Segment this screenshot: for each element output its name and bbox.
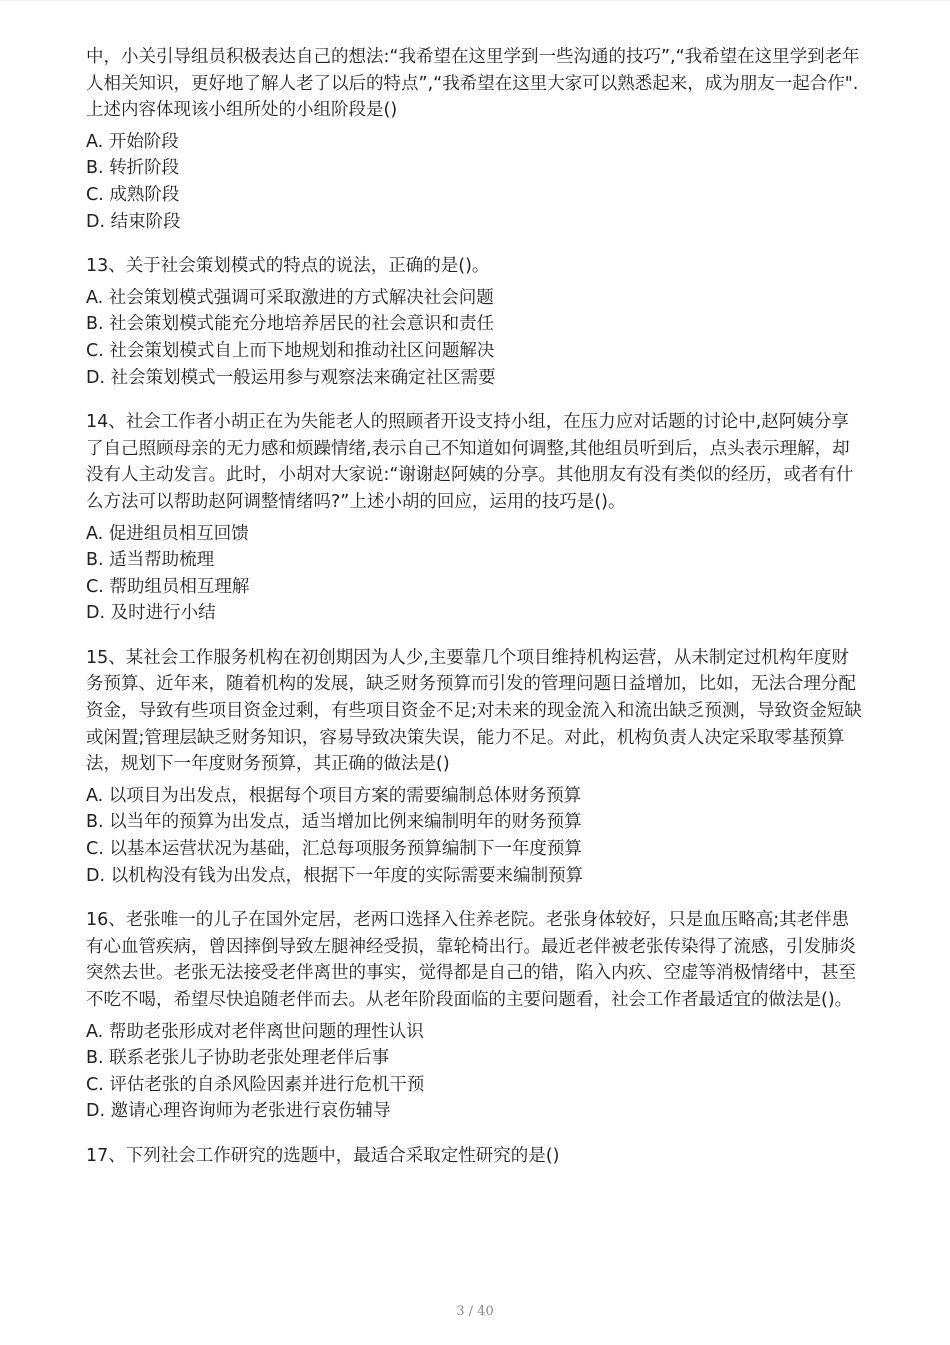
option-a: A. 促进组员相互回馈 [86,523,249,544]
option-d: D. 结束阶段 [86,211,181,232]
option-b: B. 转折阶段 [86,158,180,179]
page-edge [0,0,950,1]
question-block [86,645,866,889]
option-c: C. 评估老张的自杀风险因素并进行危机干预 [86,1074,425,1095]
question-text: 14、社会工作者小胡正在为失能老人的照顾者开设支持小组，在压力应对话题的讨论中,赵阿姨分享了自己照顾母亲的无力感和烦躁情绪,表示自己不知道如何调整,其他组员听到后，点头表示理解，却没有人主动发言。此时，小胡对大家说:“谢谢赵阿姨的分享。其他朋友有没有类似的经历，或者有什么方法可以帮助赵阿调整情绪吗?”上述小胡的回应，运用的技巧是()。 [86,412,854,512]
question-block [86,44,866,235]
question-block [86,253,866,391]
question-text: 中，小关引导组员积极表达自己的想法:“我希望在这里学到一些沟通的技巧”,“我希望在这里学到老年人相关知识，更好地了解人老了以后的特点”,“我希望在这里大家可以熟悉起来，成为朋友一起合作".上述内容体现该小组所处的小组阶段是() [86,47,860,121]
option-c: C. 以基本运营状况为基础，汇总每项服务预算编制下一年度预算 [86,839,582,860]
option-a: A. 帮助老张形成对老伴离世问题的理性认识 [86,1021,424,1042]
option-b: B. 社会策划模式能充分地培养居民的社会意识和责任 [86,314,495,335]
option-c: C. 帮助组员相互理解 [86,576,250,597]
question-text: 13、关于社会策划模式的特点的说法，正确的是()。 [86,256,490,277]
option-b: B. 适当帮助梳理 [86,550,215,571]
question-text: 15、某社会工作服务机构在初创期因为人少,主要靠几个项目维持机构运营，从未制定过机构年度财务预算、近年来，随着机构的发展，缺乏财务预算而引发的管理问题日益增加，比如，无法合理分配资金，导致有些项目资金过剩，有些项目资金不足;对未来的现金流入和流出缺乏预测，导致资金短缺或闲置;管理层缺乏财务知识，容易导致决策失误，能力不足。对此，机构负责人决定采取零基预算法，规划下一年度财务预算，其正确的做法是() [86,647,862,775]
option-b: B. 联系老张儿子协助老张处理老伴后事 [86,1048,390,1069]
option-d: D. 邀请心理咨询师为老张进行哀伤辅导 [86,1101,391,1122]
option-a: A. 社会策划模式强调可采取激进的方式解决社会问题 [86,287,494,308]
option-a: A. 开始阶段 [86,131,179,152]
question-block [86,409,866,627]
question-block [86,1143,866,1170]
option-a: A. 以项目为出发点，根据每个项目方案的需要编制总体财务预算 [86,785,582,806]
option-c: C. 成熟阶段 [86,184,180,205]
question-text: 16、老张唯一的儿子在国外定居，老两口选择入住养老院。老张身体较好，只是血压略高;其老伴患有心血管疾病，曾因摔倒导致左腿神经受损，靠轮椅出行。最近老伴被老张传染得了流感，引发肺炎突然去世。老张无法接受老伴离世的事实，觉得都是自己的错，陷入内疚、空虚等消极情绪中，甚至不吃不喝，希望尽快追随老伴而去。从老年阶段面临的主要问题看，社会工作者最适宜的做法是()。 [86,910,856,1010]
option-b: B. 以当年的预算为出发点，适当增加比例来编制明年的财务预算 [86,812,582,833]
question-block [86,907,866,1125]
option-c: C. 社会策划模式自上而下地规划和推动社区问题解决 [86,340,495,361]
document-body [86,44,866,1188]
question-text: 17、下列社会工作研究的选题中，最适合采取定性研究的是() [86,1145,560,1166]
page-indicator: 3 / 40 [456,1304,494,1319]
option-d: D. 社会策划模式一般运用参与观察法来确定社区需要 [86,367,496,388]
option-d: D. 及时进行小结 [86,603,216,624]
option-d: D. 以机构没有钱为出发点，根据下一年度的实际需要来编制预算 [86,865,584,886]
